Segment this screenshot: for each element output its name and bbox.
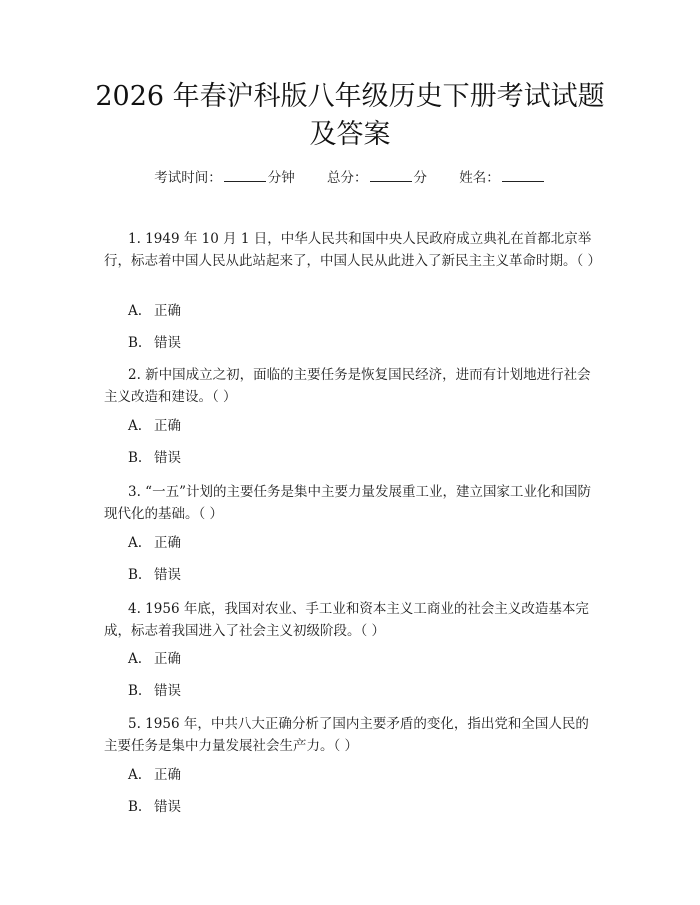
exam-time-blank: [224, 169, 266, 182]
question-2-stem: 2. 新中国成立之初，面临的主要任务是恢复国民经济，进而有计划地进行社会主义改造和建设。（ ）: [104, 367, 591, 405]
page-title: 2026 年春沪科版八年级历史下册考试试题及答案: [95, 81, 605, 150]
option-text: 正确: [154, 651, 181, 667]
option-letter: B.: [128, 799, 143, 815]
question-1-option-b: [128, 333, 181, 353]
question-3-option-a: [128, 533, 181, 553]
total-score-blank: [370, 169, 412, 182]
question-5-stem: 5. 1956 年，中共八大正确分析了国内主要矛盾的变化，指出党和全国人民的主要任务是集中力量发展社会生产力。（ ）: [104, 716, 589, 754]
option-letter: B.: [128, 683, 143, 699]
total-score-field: [327, 168, 427, 188]
exam-time-field: [154, 168, 295, 188]
exam-time-unit: 分钟: [267, 170, 295, 186]
option-text: 正确: [154, 303, 181, 319]
total-score-unit: 分: [413, 170, 427, 186]
option-letter: A.: [128, 303, 143, 319]
option-text: 错误: [154, 450, 181, 466]
option-text: 错误: [154, 567, 181, 583]
option-letter: A.: [128, 535, 143, 551]
question-2-option-b: [128, 448, 181, 468]
question-5-option-b: [128, 797, 181, 817]
option-letter: A.: [128, 651, 143, 667]
option-letter: B.: [128, 450, 143, 466]
question-4-option-b: [128, 681, 181, 701]
option-text: 错误: [154, 335, 181, 351]
question-4-stem: 4. 1956 年底，我国对农业、手工业和资本主义工商业的社会主义改造基本完成，标志着我国进入了社会主义初级阶段。（ ）: [104, 601, 589, 639]
option-text: 正确: [154, 418, 181, 434]
question-1-stem: 1. 1949 年 10 月 1 日，中华人民共和国中央人民政府成立典礼在首都北京举行，标志着中国人民从此站起来了，中国人民从此进入了新民主主义革命时期。（ ）: [104, 231, 602, 269]
option-letter: A.: [128, 418, 143, 434]
question-5-option-a: [128, 765, 181, 785]
question-4-option-a: [128, 649, 181, 669]
option-text: 错误: [154, 799, 181, 815]
exam-info-line: [0, 168, 700, 188]
student-name-field: [459, 168, 546, 188]
option-text: 正确: [154, 535, 181, 551]
student-name-label: 姓名：: [459, 170, 500, 186]
question-1-option-a: [128, 301, 181, 321]
option-text: 错误: [154, 683, 181, 699]
question-3-stem: 3. “一五”计划的主要任务是集中主要力量发展重工业，建立国家工业化和国防现代化的基础。（ ）: [104, 484, 591, 522]
option-letter: B.: [128, 335, 143, 351]
total-score-label: 总分：: [327, 170, 368, 186]
option-letter: A.: [128, 767, 143, 783]
question-3-option-b: [128, 565, 181, 585]
exam-time-label: 考试时间：: [154, 170, 222, 186]
question-2-option-a: [128, 416, 181, 436]
option-letter: B.: [128, 567, 143, 583]
student-name-blank: [502, 169, 544, 182]
option-text: 正确: [154, 767, 181, 783]
